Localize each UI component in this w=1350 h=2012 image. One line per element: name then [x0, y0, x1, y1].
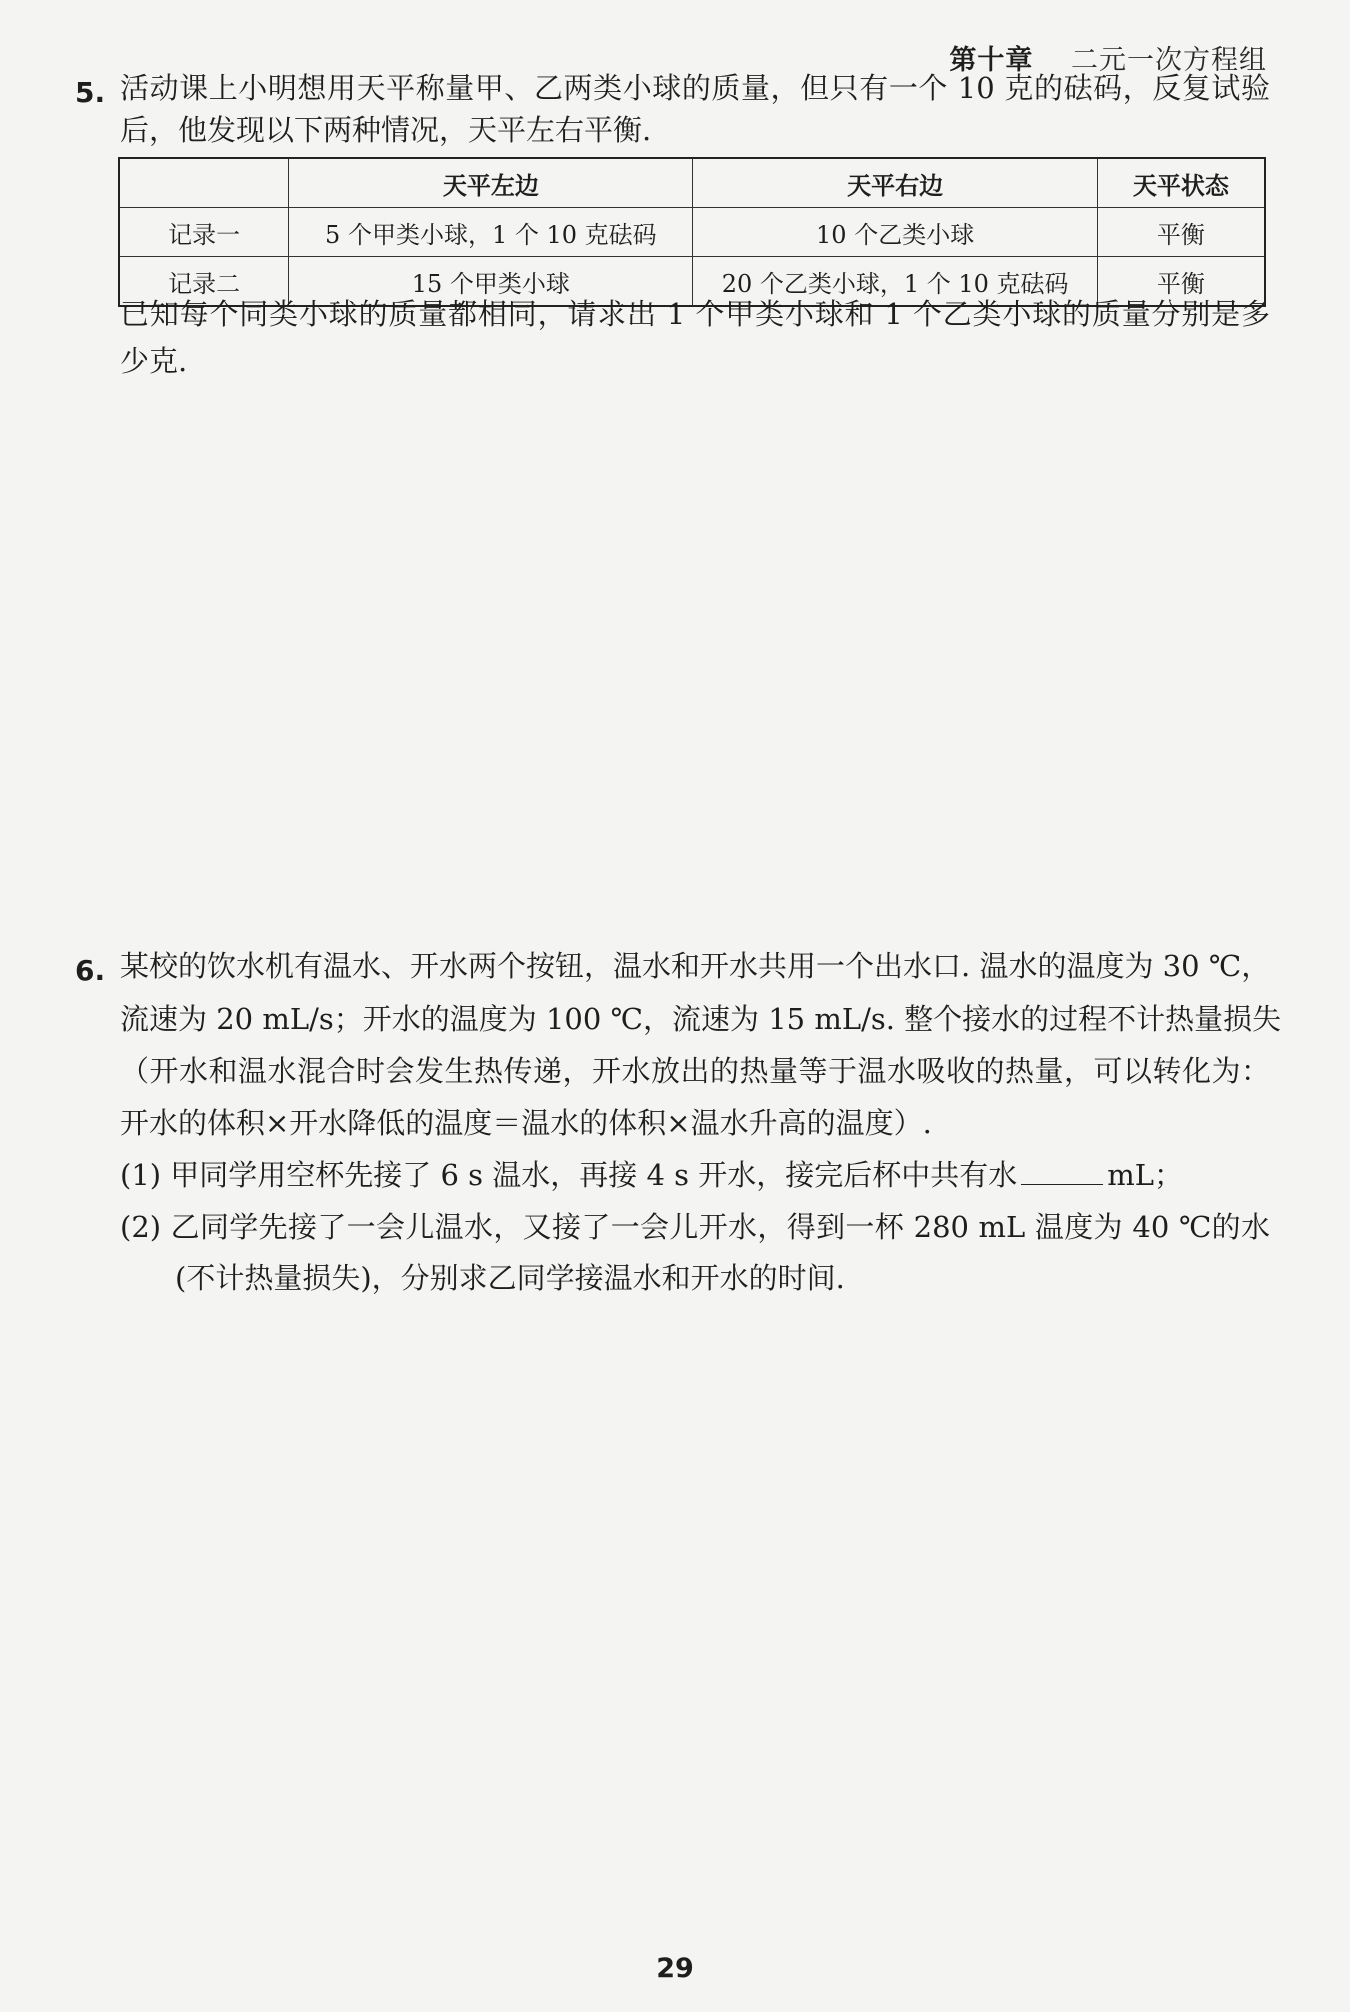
problem-number: 6. [75, 954, 106, 987]
problem-text-line: 活动课上小明想用天平称量甲、乙两类小球的质量，但只有一个 10 克的砝码，反复试验 [120, 71, 1270, 105]
table-cell: 5 个甲类小球，1 个 10 克砝码 [289, 208, 693, 257]
table-header-cell: 天平右边 [693, 158, 1097, 208]
table-header-cell: 天平左边 [289, 158, 693, 208]
sub-question-1 [120, 1158, 1270, 1192]
table-header-cell: 天平状态 [1097, 158, 1265, 208]
table-cell: 20 个乙类小球，1 个 10 克砝码 [693, 257, 1097, 307]
sub-question-1-text: (1) 甲同学用空杯先接了 6 s 温水，再接 4 s 开水，接完后杯中共有水 [120, 1158, 1018, 1192]
problem-number: 5. [75, 76, 106, 109]
problem-text-line: 流速为 20 mL/s；开水的温度为 100 ℃，流速为 15 mL/s. 整个接水的过程不计热量损失 [120, 1002, 1282, 1036]
problem-5 [75, 71, 1270, 378]
balance-record-table [118, 157, 1266, 307]
table-cell: 记录一 [119, 208, 289, 257]
chapter-label: 第十章 [949, 45, 1034, 76]
table-cell: 15 个甲类小球 [289, 257, 693, 307]
sub-question-2: (2) 乙同学先接了一会儿温水，又接了一会儿开水，得到一杯 280 mL 温度为 40 ℃的水 [120, 1210, 1270, 1244]
problem-text-line: 后，他发现以下两种情况，天平左右平衡. [120, 113, 652, 147]
sub-question-1-unit: mL； [1107, 1158, 1184, 1192]
problem-question-line: 已知每个同类小球的质量都相同，请求出 1 个甲类小球和 1 个乙类小球的质量分别是多 [120, 297, 1270, 331]
table-header-cell [119, 158, 289, 208]
answer-blank[interactable] [1021, 1183, 1103, 1185]
problem-text-line: 某校的饮水机有温水、开水两个按钮，温水和开水共用一个出水口. 温水的温度为 30 ℃， [120, 949, 1271, 983]
table-cell: 平衡 [1097, 208, 1265, 257]
table-cell: 记录二 [119, 257, 289, 307]
chapter-title: 二元一次方程组 [1071, 45, 1267, 76]
table-header-row [119, 158, 1265, 208]
table-cell: 10 个乙类小球 [693, 208, 1097, 257]
problem-text-line: （开水和温水混合时会发生热传递，开水放出的热量等于温水吸收的热量，可以转化为： [120, 1054, 1270, 1088]
table-cell: 平衡 [1097, 257, 1265, 307]
problem-question-line: 少克. [120, 344, 188, 378]
problem-6 [75, 949, 1282, 1295]
sub-question-2-continued: (不计热量损失)，分别求乙同学接温水和开水的时间. [175, 1261, 845, 1295]
problem-text-line: 开水的体积×开水降低的温度＝温水的体积×温水升高的温度）. [120, 1106, 932, 1140]
page-number: 29 [656, 1953, 694, 1984]
table-row [119, 208, 1265, 257]
